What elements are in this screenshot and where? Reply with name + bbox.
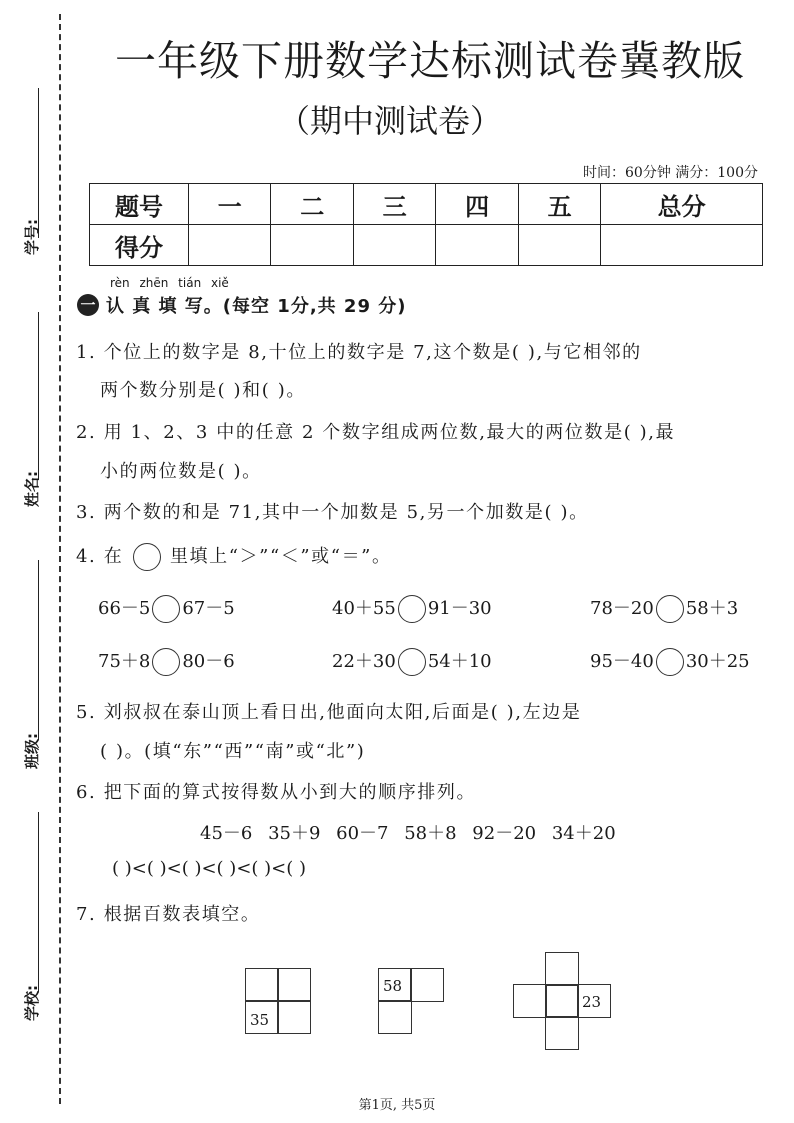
page-subtitle: （期中测试卷） [277,102,502,140]
question-4-suffix: 里填上“＞”“＜”或“＝”。 [169,546,392,567]
question-4 [76,542,392,571]
compare-right: 58＋3 [685,598,739,619]
question-5-line-1: 5. 刘叔叔在泰山顶上看日出,他面向太阳,后面是( ),左边是 [76,702,582,723]
score-table-header-row [90,184,763,225]
school-label: 学校: [23,985,41,1021]
grid-value: 35 [250,1011,270,1029]
compare-left: 78－20 [590,598,654,619]
score-table-cell: 总分 [601,184,763,225]
time-score-info: 时间：60分钟 满分：100分 [583,165,758,181]
compare-item [332,647,492,676]
compare-right: 67－5 [182,598,235,619]
compare-left: 95－40 [590,651,654,672]
binding-dashed-line [59,14,61,1104]
grid-cell[interactable] [513,984,547,1018]
school-line[interactable] [38,812,39,992]
score-input-cell[interactable] [436,225,518,266]
grid-cell[interactable] [277,1000,311,1034]
grid-cell[interactable] [545,984,579,1018]
question-1-line-2: 两个数分别是( )和( )。 [100,380,306,401]
student-id-label: 学号: [23,219,41,255]
compare-item [590,594,738,623]
score-input-cell[interactable] [518,225,600,266]
compare-item [98,647,235,676]
compare-circle[interactable] [398,648,426,676]
question-3: 3. 两个数的和是 71,其中一个加数是 5,另一个加数是( )。 [76,502,589,523]
grid-cell[interactable] [545,1016,579,1050]
score-table-cell: 题号 [90,184,189,225]
score-table-cell: 四 [436,184,518,225]
compare-circle[interactable] [398,595,426,623]
score-input-cell[interactable] [189,225,271,266]
compare-right: 54＋10 [427,651,492,672]
class-label: 班级: [23,733,41,769]
question-2-line-2: 小的两位数是( )。 [100,461,262,482]
compare-item [98,594,235,623]
compare-circle[interactable] [656,648,684,676]
compare-item [590,647,750,676]
grid-cell[interactable] [245,968,279,1002]
compare-left: 40＋55 [332,598,396,619]
score-table-cell: 五 [518,184,600,225]
compare-circle[interactable] [656,595,684,623]
score-table-score-row [90,225,763,266]
grid-cell[interactable] [378,1000,412,1034]
section-pinyin: rèn zhēn tián xiě [110,276,229,290]
name-label: 姓名: [23,471,41,507]
compare-right: 80－6 [182,651,235,672]
question-2-line-1: 2. 用 1、2、3 中的任意 2 个数字组成两位数,最大的两位数是( ),最 [76,422,676,443]
question-6-order-blanks: ( )<( )<( )<( )<( )<( ) [112,858,307,879]
compare-circle[interactable] [152,595,180,623]
page-footer: 第1页, 共5页 [358,1098,436,1113]
name-line[interactable] [38,312,39,480]
question-6-expressions: 45－6 35＋9 60－7 58＋8 92－20 34＋20 [200,823,616,844]
class-line[interactable] [38,560,39,740]
compare-right: 91－30 [427,598,492,619]
score-table-cell: 二 [271,184,353,225]
section-number-badge: 一 [77,294,99,316]
compare-left: 66－5 [98,598,151,619]
question-4-prefix: 4. 在 [76,546,124,567]
score-row-label: 得分 [90,225,189,266]
score-input-cell[interactable] [601,225,763,266]
compare-left: 75＋8 [98,651,151,672]
student-id-line[interactable] [38,88,39,238]
grid-cell[interactable] [545,952,579,986]
grid-value: 23 [582,993,602,1011]
grid-cell[interactable] [410,968,444,1002]
question-5-line-2: ( )。(填“东”“西”“南”或“北”) [100,741,366,762]
page-title: 一年级下册数学达标测试卷冀教版 [115,37,745,85]
question-7: 7. 根据百数表填空。 [76,904,261,925]
score-table [89,183,763,266]
score-table-cell: 三 [353,184,435,225]
compare-circle[interactable] [152,648,180,676]
grid-cell[interactable] [277,968,311,1002]
score-table-cell: 一 [189,184,271,225]
blank-circle-icon [133,543,161,571]
grid-cell [245,1000,279,1034]
section-title: 认 真 填 写。(每空 1分,共 29 分) [106,296,407,317]
question-1-line-1: 1. 个位上的数字是 8,十位上的数字是 7,这个数是( ),与它相邻的 [76,342,642,363]
question-6: 6. 把下面的算式按得数从小到大的顺序排列。 [76,782,477,803]
grid-value: 58 [383,977,403,995]
compare-item [332,594,492,623]
score-input-cell[interactable] [271,225,353,266]
score-input-cell[interactable] [353,225,435,266]
compare-right: 30＋25 [685,651,750,672]
grid-cell [577,984,611,1018]
compare-left: 22＋30 [332,651,396,672]
grid-cell [378,968,412,1002]
